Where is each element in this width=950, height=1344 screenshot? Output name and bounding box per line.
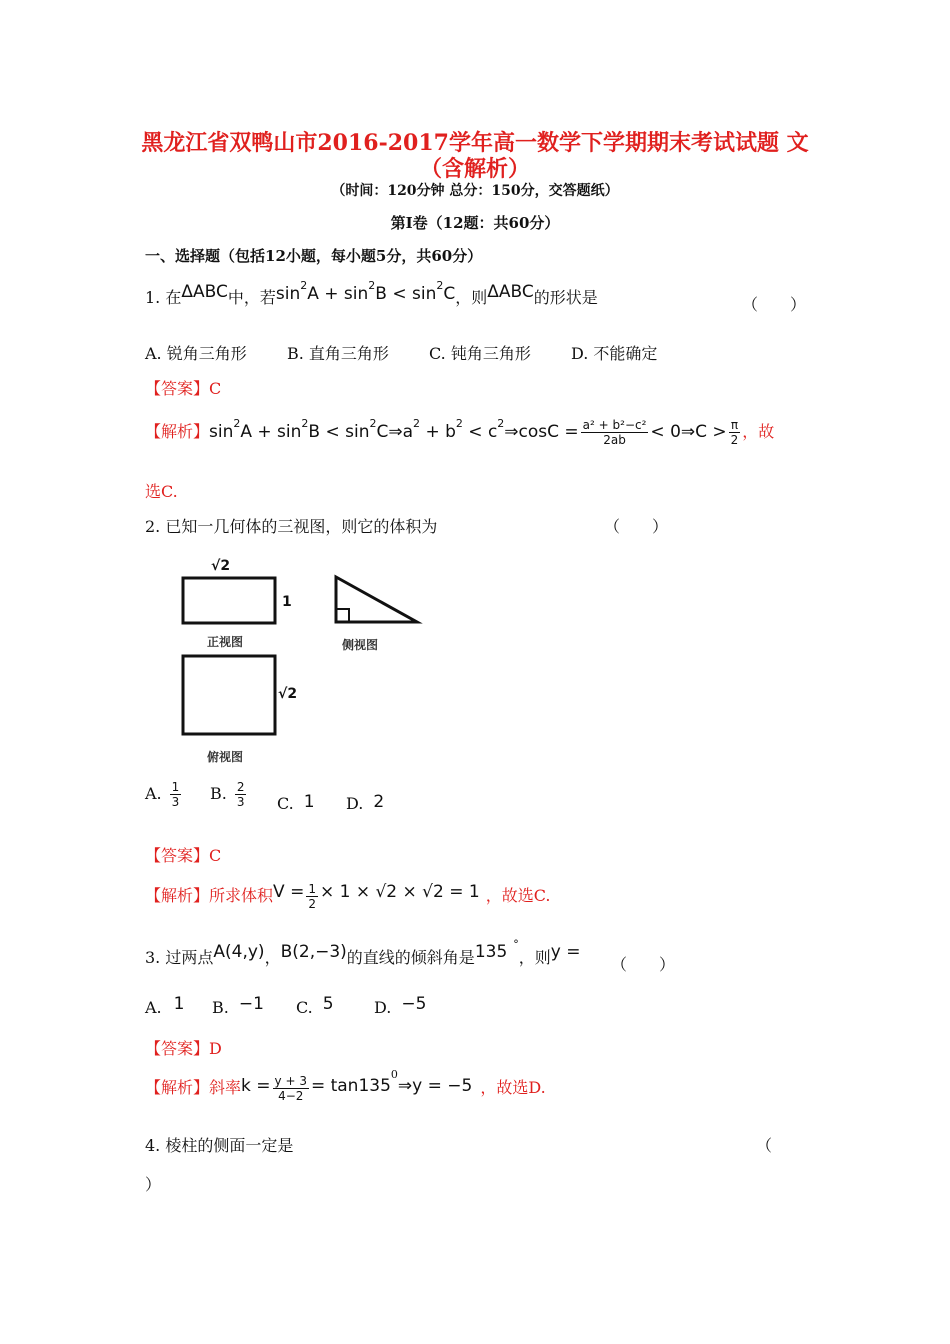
degree-sign: ° bbox=[513, 937, 519, 951]
option-b bbox=[212, 994, 264, 1018]
dimension-one: 1 bbox=[282, 594, 292, 610]
fraction bbox=[581, 418, 649, 447]
right-angle-mark bbox=[336, 609, 349, 622]
numerator: a² + b²−c² bbox=[582, 418, 647, 432]
answer-value: D bbox=[209, 1039, 222, 1058]
formula-part: × 1 × √2 × √2 = 1 bbox=[319, 882, 480, 902]
question-text: 已知一几何体的三视图，则它的体积为 bbox=[165, 517, 438, 536]
question-number: 2. bbox=[145, 517, 161, 536]
solution-tail: ，故选D. bbox=[480, 1078, 546, 1097]
option-d: D. 不能确定 bbox=[571, 344, 658, 363]
question-text: 的形状是 bbox=[533, 288, 598, 307]
exponent: 2 bbox=[368, 279, 376, 293]
volume-heading: 第Ⅰ卷（12题：共60分） bbox=[390, 214, 560, 232]
option-letter: A. bbox=[145, 784, 162, 803]
option-a: A. 锐角三角形 bbox=[145, 344, 247, 363]
fraction bbox=[170, 780, 182, 809]
question-text: 棱柱的侧面一定是 bbox=[165, 1136, 294, 1155]
numerator: 2 bbox=[236, 780, 245, 794]
solution-tail: ，故 bbox=[742, 422, 775, 441]
option-value: 5 bbox=[322, 994, 334, 1014]
exponent: 2 bbox=[497, 417, 505, 431]
option-value: 2 bbox=[373, 792, 385, 812]
three-view-figure bbox=[170, 555, 440, 770]
option-value: −1 bbox=[238, 994, 264, 1014]
exponent: 2 bbox=[233, 417, 241, 431]
solution-tail: ，故选C. bbox=[485, 886, 551, 905]
side-view-label: 侧视图 bbox=[342, 638, 379, 652]
option-c bbox=[296, 994, 334, 1018]
analysis-tag: 【解析】 bbox=[145, 422, 210, 441]
option-b: B. 直角三角形 bbox=[287, 344, 389, 363]
triangle-notation: ΔABC bbox=[181, 282, 228, 302]
question-text: 中，若 bbox=[227, 288, 276, 307]
option-value: 1 bbox=[173, 994, 185, 1014]
option-d bbox=[346, 794, 384, 814]
answer-tag: 【答案】 bbox=[145, 1039, 210, 1058]
numerator: y + 3 bbox=[274, 1074, 307, 1088]
option-letter: A. bbox=[145, 998, 162, 1017]
point-a: A(4,y) bbox=[213, 942, 265, 962]
exponent: 2 bbox=[413, 417, 421, 431]
formula-part: sin bbox=[275, 284, 301, 304]
dimension-sqrt2-right: √2 bbox=[278, 686, 298, 702]
exponent: 0 bbox=[390, 1067, 398, 1081]
answer-bracket: （ ） bbox=[611, 955, 676, 974]
exponent: 2 bbox=[301, 417, 309, 431]
question-text: 在 bbox=[165, 288, 182, 307]
formula-part: B < sin bbox=[308, 422, 370, 442]
numerator: 1 bbox=[171, 780, 180, 794]
formula-part: A + sin bbox=[307, 284, 369, 304]
top-view-rect bbox=[183, 656, 275, 734]
top-view-label: 俯视图 bbox=[207, 750, 244, 764]
denominator: 2ab bbox=[603, 433, 626, 447]
answer-value: C bbox=[209, 379, 222, 398]
question-2 bbox=[145, 514, 437, 537]
question-1 bbox=[145, 279, 598, 308]
option-c bbox=[277, 794, 315, 814]
analysis-tag: 【解析】 bbox=[145, 1078, 210, 1097]
analysis-line-2 bbox=[145, 882, 550, 911]
option-value: −5 bbox=[401, 994, 427, 1014]
formula-part: ⇒cosC = bbox=[504, 422, 579, 442]
formula-part: sin bbox=[209, 422, 234, 442]
option-letter: C. bbox=[277, 794, 294, 813]
question-4 bbox=[145, 1133, 293, 1156]
question-text: ，则 bbox=[455, 288, 488, 307]
question-3 bbox=[145, 937, 581, 968]
analysis-line-1-cont: 选C. bbox=[145, 482, 178, 501]
separator: ， bbox=[264, 948, 281, 967]
option-letter: C. bbox=[296, 998, 313, 1017]
denominator: 4−2 bbox=[278, 1089, 304, 1103]
solution-text: 斜率 bbox=[209, 1078, 242, 1097]
front-view-label: 正视图 bbox=[207, 635, 244, 649]
formula-part: A + sin bbox=[240, 422, 302, 442]
solution-text: 所求体积 bbox=[209, 886, 274, 905]
question-text: ，则 bbox=[518, 948, 551, 967]
fraction bbox=[273, 1074, 309, 1103]
exponent: 2 bbox=[455, 417, 463, 431]
formula-part: C bbox=[443, 284, 456, 304]
fraction bbox=[729, 418, 741, 447]
exponent: 2 bbox=[436, 279, 444, 293]
denominator: 3 bbox=[236, 795, 245, 809]
answer-tag: 【答案】 bbox=[145, 379, 210, 398]
question-number: 4. bbox=[145, 1136, 161, 1155]
option-letter: B. bbox=[212, 998, 229, 1017]
formula-part: + b bbox=[420, 422, 456, 442]
formula-part: < c bbox=[462, 422, 498, 442]
option-b bbox=[210, 780, 248, 809]
answer-bracket-close: ） bbox=[145, 1175, 162, 1194]
analysis-line-3 bbox=[145, 1067, 546, 1103]
condition-formula bbox=[275, 279, 456, 304]
numerator: π bbox=[729, 418, 741, 433]
exam-info: （时间：120分钟 总分：150分，交答题纸） bbox=[331, 183, 619, 199]
formula-part: C⇒a bbox=[376, 422, 414, 442]
formula-part: = tan135 bbox=[310, 1076, 391, 1096]
question-number: 1. bbox=[145, 288, 161, 307]
front-view-rect bbox=[183, 578, 275, 623]
numerator: 1 bbox=[308, 882, 316, 896]
formula-part: ⇒y = −5 bbox=[397, 1076, 473, 1096]
option-c: C. 钝角三角形 bbox=[429, 344, 531, 363]
denominator: 2 bbox=[730, 433, 739, 447]
answer-tag: 【答案】 bbox=[145, 846, 210, 865]
answer-bracket: （ ） bbox=[604, 517, 669, 536]
option-letter: D. bbox=[346, 794, 364, 813]
fraction bbox=[235, 780, 247, 809]
option-d bbox=[374, 994, 427, 1018]
option-a bbox=[145, 994, 185, 1018]
formula-part: y = bbox=[550, 942, 581, 962]
formula-part: B < sin bbox=[375, 284, 437, 304]
answer-line-2 bbox=[145, 843, 221, 866]
analysis-tag: 【解析】 bbox=[145, 886, 210, 905]
formula-part: V = bbox=[273, 882, 305, 902]
answer-bracket: （ ） bbox=[742, 295, 807, 314]
exponent: 2 bbox=[369, 417, 377, 431]
answer-value: C bbox=[209, 846, 222, 865]
section-heading: 一、选择题（包括12小题，每小题5分，共60分） bbox=[145, 247, 483, 265]
document-title-line2: （含解析） bbox=[419, 156, 530, 182]
denominator: 2 bbox=[308, 897, 316, 911]
document-title-line1: 黑龙江省双鸭山市2016-2017学年高一数学下学期期末考试试题 文 bbox=[141, 130, 809, 156]
point-b: B(2,−3) bbox=[280, 942, 347, 962]
formula-part: k = bbox=[241, 1076, 271, 1096]
denominator: 3 bbox=[171, 795, 180, 809]
dimension-sqrt2-top: √2 bbox=[211, 558, 231, 574]
option-letter: D. bbox=[374, 998, 392, 1017]
option-letter: B. bbox=[210, 784, 227, 803]
formula-part: < 0⇒C > bbox=[650, 422, 727, 442]
option-value: 1 bbox=[303, 792, 315, 812]
exponent: 2 bbox=[300, 279, 308, 293]
question-text: 的直线的倾斜角是 bbox=[346, 948, 475, 967]
question-number: 3. bbox=[145, 948, 161, 967]
triangle-notation: ΔABC bbox=[487, 282, 534, 302]
answer-bracket-open: （ bbox=[756, 1136, 773, 1155]
option-a bbox=[145, 780, 183, 809]
angle-value: 135 bbox=[474, 942, 508, 962]
answer-line-1 bbox=[145, 376, 221, 399]
fraction bbox=[306, 882, 318, 911]
solution-formula bbox=[209, 417, 579, 442]
question-text: 过两点 bbox=[165, 948, 214, 967]
answer-line-3 bbox=[145, 1036, 222, 1059]
analysis-line-1 bbox=[145, 418, 774, 447]
